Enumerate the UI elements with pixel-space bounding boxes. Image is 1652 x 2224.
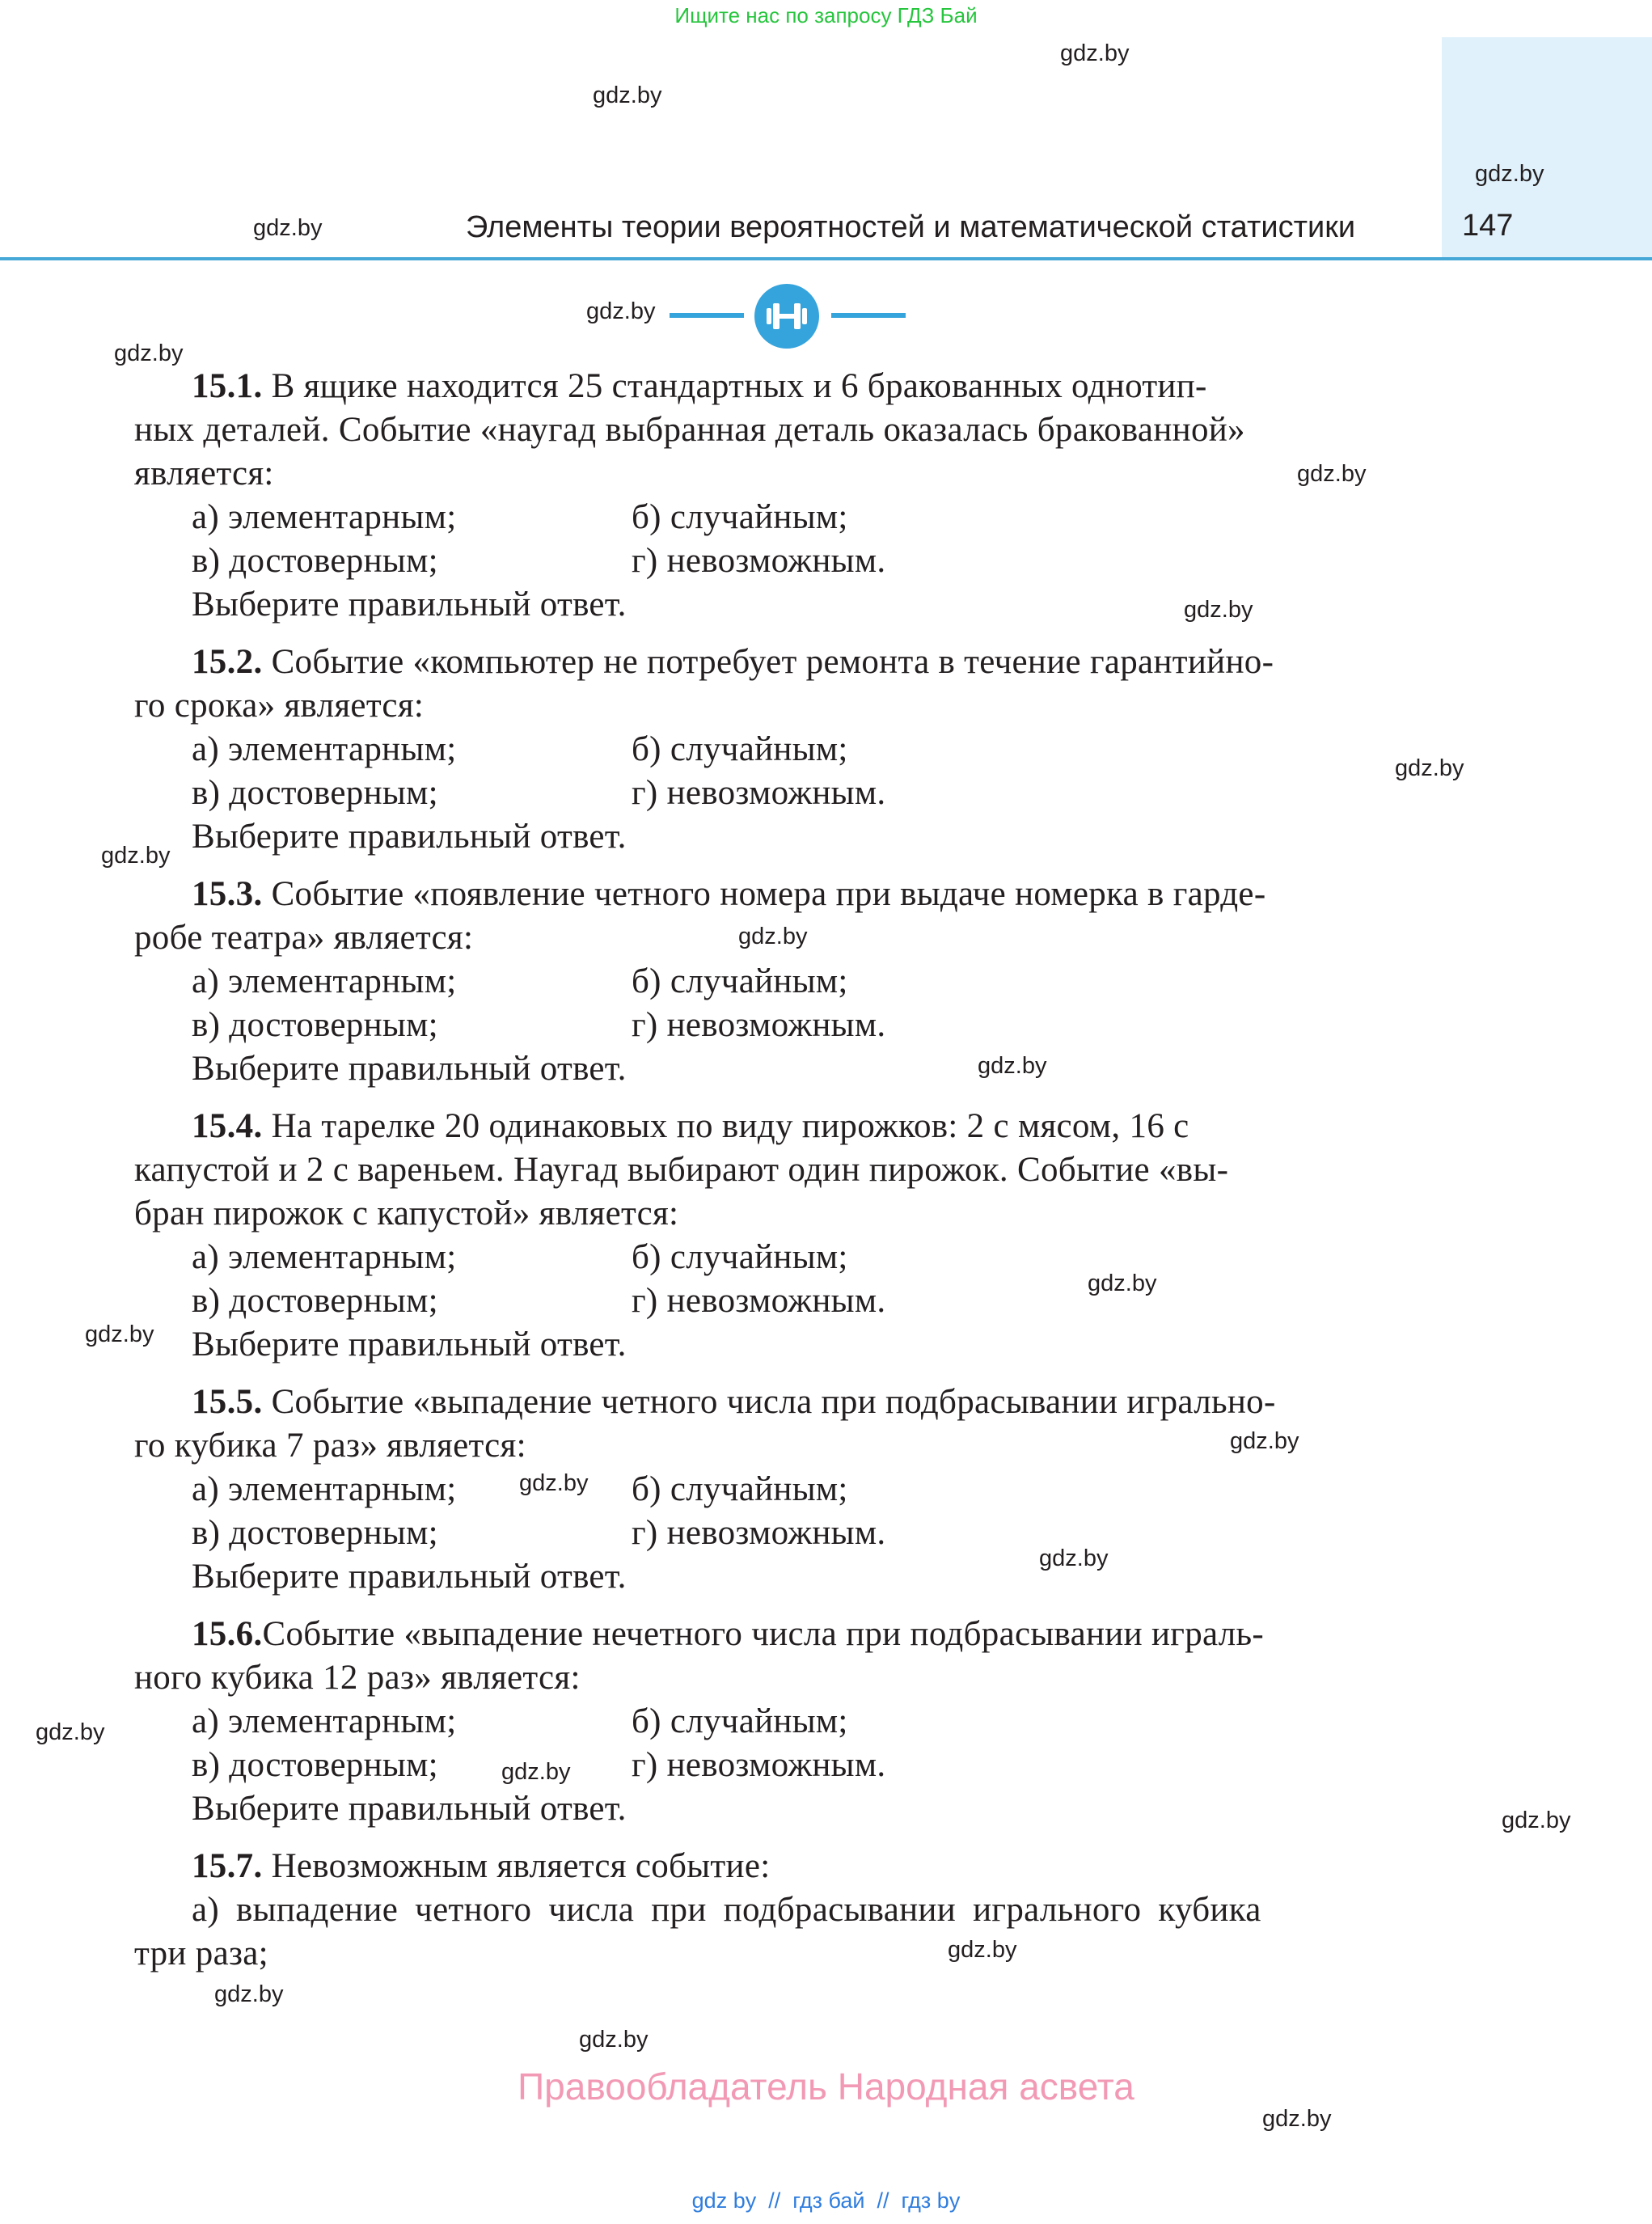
option-b: б) случайным; (632, 498, 848, 536)
problem-number: 15.3. (192, 875, 263, 913)
option-v: в) достоверным; (192, 542, 438, 580)
bottom-links (0, 2188, 1652, 2213)
problem-number: 15.1. (192, 367, 263, 405)
watermark: gdz.by (738, 924, 808, 949)
problem-text: Событие «компьютер не потребует ремонта в течение гарантийно- (271, 643, 1274, 681)
page-number: 147 (1462, 209, 1514, 243)
option-v: в) достоверным; (192, 1746, 438, 1784)
choose-answer: Выберите правильный ответ. (192, 1326, 627, 1364)
watermark: gdz.by (114, 340, 184, 366)
bottom-link[interactable]: gdz by (691, 2188, 757, 2213)
option-g: г) невозможным. (632, 1514, 886, 1552)
problem-number: 15.2. (192, 643, 263, 681)
watermark: gdz.by (501, 1759, 571, 1785)
bottom-link[interactable]: гдз by (901, 2188, 961, 2213)
chapter-title: Элементы теории вероятностей и математической статистики (466, 210, 1356, 244)
watermark: gdz.by (1502, 1808, 1571, 1833)
option-a: а) элементарным; (192, 730, 457, 768)
watermark: gdz.by (1184, 597, 1253, 623)
option-a: а) элементарным; (192, 1238, 457, 1276)
option-v: в) достоверным; (192, 1282, 438, 1320)
top-banner-link[interactable]: Ищите нас по запросу ГДЗ Бай (674, 3, 978, 27)
link-separator: // (877, 2188, 889, 2213)
problem-line: робе театра» является: (134, 919, 474, 957)
watermark: gdz.by (586, 298, 656, 324)
option-g: г) невозможным. (632, 1282, 886, 1320)
problem-number: 15.7. (192, 1847, 263, 1885)
problem-number: 15.6. (192, 1615, 263, 1653)
problem-line (192, 1613, 1264, 1656)
option-g: г) невозможным. (632, 1746, 886, 1784)
problem-line (192, 365, 1207, 408)
problem-text: Событие «выпадение нечетного числа при подбрасывании играль- (262, 1615, 1265, 1653)
option-a: а) элементарным; (192, 962, 457, 1000)
problem-line: капустой и 2 с вареньем. Наугад выбирают один пирожок. Событие «вы- (134, 1151, 1229, 1189)
header-divider (0, 257, 1652, 260)
icon-rule-right (831, 313, 906, 318)
problem-line: ных деталей. Событие «наугад выбранная деталь оказалась бракованной» (134, 411, 1245, 449)
watermark: gdz.by (593, 82, 662, 108)
bottom-link[interactable]: гдз бай (792, 2188, 865, 2213)
option-b: б) случайным; (632, 730, 848, 768)
option-v: в) достоверным; (192, 1514, 438, 1552)
watermark: gdz.by (101, 843, 171, 869)
watermark: gdz.by (1395, 755, 1464, 781)
icon-rule-left (670, 313, 744, 318)
option-b: б) случайным; (632, 1470, 848, 1508)
problem-line (192, 641, 1274, 684)
choose-answer: Выберите правильный ответ. (192, 1558, 627, 1596)
choose-answer: Выберите правильный ответ. (192, 818, 627, 856)
problem-number: 15.4. (192, 1107, 263, 1145)
problem-text: На тарелке 20 одинаковых по виду пирожков: 2 с мясом, 16 с (271, 1107, 1189, 1145)
problem-line: три раза; (134, 1934, 268, 1972)
option-g: г) невозможным. (632, 542, 886, 580)
choose-answer: Выберите правильный ответ. (192, 1050, 627, 1088)
watermark: gdz.by (579, 2027, 649, 2053)
problem-line: ного кубика 12 раз» является: (134, 1659, 581, 1697)
problem-text: Событие «выпадение четного числа при подбрасывании игрально- (271, 1383, 1276, 1421)
watermark: gdz.by (1297, 461, 1367, 487)
problem-line: го срока» является: (134, 687, 425, 725)
problem-text: В ящике находится 25 стандартных и 6 бракованных однотип- (271, 367, 1207, 405)
watermark: gdz.by (214, 1981, 284, 2007)
choose-answer: Выберите правильный ответ. (192, 1790, 627, 1828)
watermark: gdz.by (36, 1719, 105, 1745)
problem-line (192, 1845, 770, 1888)
watermark: gdz.by (253, 215, 323, 241)
option-b: б) случайным; (632, 1702, 848, 1740)
option-a: а) элементарным; (192, 498, 457, 536)
problem-line: бран пирожок с капустой» является: (134, 1194, 679, 1233)
watermark: gdz.by (978, 1053, 1047, 1079)
dumbbell-icon (754, 284, 819, 349)
problem-line: го кубика 7 раз» является: (134, 1427, 526, 1465)
problem-number: 15.5. (192, 1383, 263, 1421)
option-b: б) случайным; (632, 1238, 848, 1276)
watermark: gdz.by (519, 1470, 589, 1496)
problem-line (192, 873, 1265, 916)
watermark: gdz.by (85, 1321, 154, 1347)
problem-line (192, 1380, 1276, 1424)
problem-text: Невозможным является событие: (271, 1847, 771, 1885)
watermark: gdz.by (1039, 1545, 1109, 1571)
watermark: gdz.by (1230, 1428, 1299, 1454)
link-separator: // (768, 2188, 781, 2213)
option-g: г) невозможным. (632, 1006, 886, 1044)
watermark: gdz.by (1475, 161, 1544, 187)
option-g: г) невозможным. (632, 774, 886, 812)
option-b: б) случайным; (632, 962, 848, 1000)
watermark: gdz.by (948, 1937, 1017, 1963)
problem-text: Событие «появление четного номера при выдаче номерка в гарде- (271, 875, 1266, 913)
problem-line (192, 1105, 1189, 1148)
watermark: gdz.by (1262, 2106, 1332, 2132)
option-a: а) элементарным; (192, 1470, 457, 1508)
copyright-notice: Правообладатель Народная асвета (518, 2065, 1134, 2108)
problem-line: является: (134, 455, 274, 493)
watermark: gdz.by (1088, 1271, 1157, 1296)
option-v: в) достоверным; (192, 774, 438, 812)
problem-line: а) выпадение четного числа при подбрасывании игрального кубика (192, 1891, 1261, 1929)
watermark: gdz.by (1060, 40, 1130, 66)
option-v: в) достоверным; (192, 1006, 438, 1044)
option-a: а) элементарным; (192, 1702, 457, 1740)
choose-answer: Выберите правильный ответ. (192, 586, 627, 624)
